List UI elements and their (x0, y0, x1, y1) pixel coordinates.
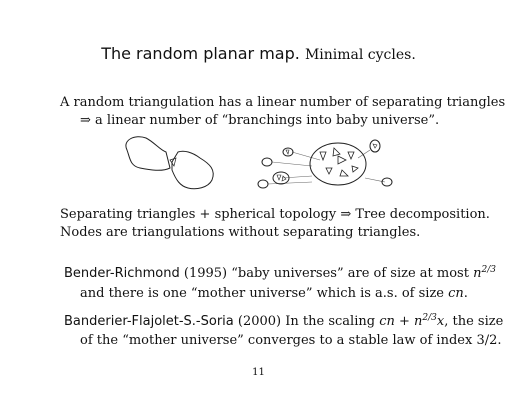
para2-line1 (60, 207, 490, 223)
left-blob (126, 137, 170, 171)
para2-line1-b: Tree decomposition. (355, 207, 490, 222)
baby-universe-4 (258, 180, 268, 188)
ref2-n: n (414, 314, 423, 329)
ref1-authors: Bender-Richmond (64, 266, 180, 281)
splitting-sketch (126, 137, 213, 189)
ref1-line2-text: and there is one “mother universe” which is a.s. of size (80, 286, 444, 301)
para1-line2-text: a linear number of “branchings into baby universe”. (95, 113, 440, 128)
ref2-text: (2000) In the scaling (237, 314, 376, 329)
title-sub: Minimal cycles. (304, 47, 416, 63)
right-blob (172, 151, 213, 188)
ref1-period: . (463, 286, 468, 301)
para1-line1: A random triangulation has a linear number of separating triangles (60, 95, 506, 110)
ref1-exponent: 2/3 (481, 265, 496, 275)
ref1-n: n (473, 266, 482, 281)
ref2-line1 (64, 314, 503, 330)
ref2-text-b: , the size (444, 314, 504, 329)
ref2-x: x (436, 314, 445, 329)
ref1-cn: cn (448, 286, 464, 301)
baby-universe-5 (370, 140, 380, 152)
para2-line2: Nodes are triangulations without separating triangles. (60, 225, 421, 240)
baby-universe-3 (273, 172, 289, 184)
inner-triangles (320, 148, 358, 176)
baby-universe-2 (262, 158, 272, 166)
ref2-authors: Banderier-Flajolet-S.-Soria (64, 314, 234, 329)
ref2-plus: + (394, 314, 415, 329)
ref2-line2: of the “mother universe” converges to a stable law of index 3/2. (80, 333, 502, 348)
title-main: The random planar map. (101, 44, 300, 63)
cut-triangle (170, 158, 176, 166)
ref1-line1 (64, 266, 496, 282)
ref2-exponent: 2/3 (422, 313, 437, 323)
baby-universes (258, 140, 392, 188)
page-number: 11 (252, 367, 265, 378)
para2-line1-a: Separating triangles + spherical topology (60, 207, 337, 222)
ref1-line2 (80, 286, 468, 302)
ref1-text: (1995) “baby universes” are of size at most (183, 266, 469, 281)
mother-universe-sketch (258, 140, 392, 188)
implies-arrow-2: ⇒ (340, 207, 352, 222)
implies-arrow: ⇒ (80, 113, 91, 128)
ref2-cn: cn (379, 314, 395, 329)
baby-universe-1 (283, 148, 293, 156)
